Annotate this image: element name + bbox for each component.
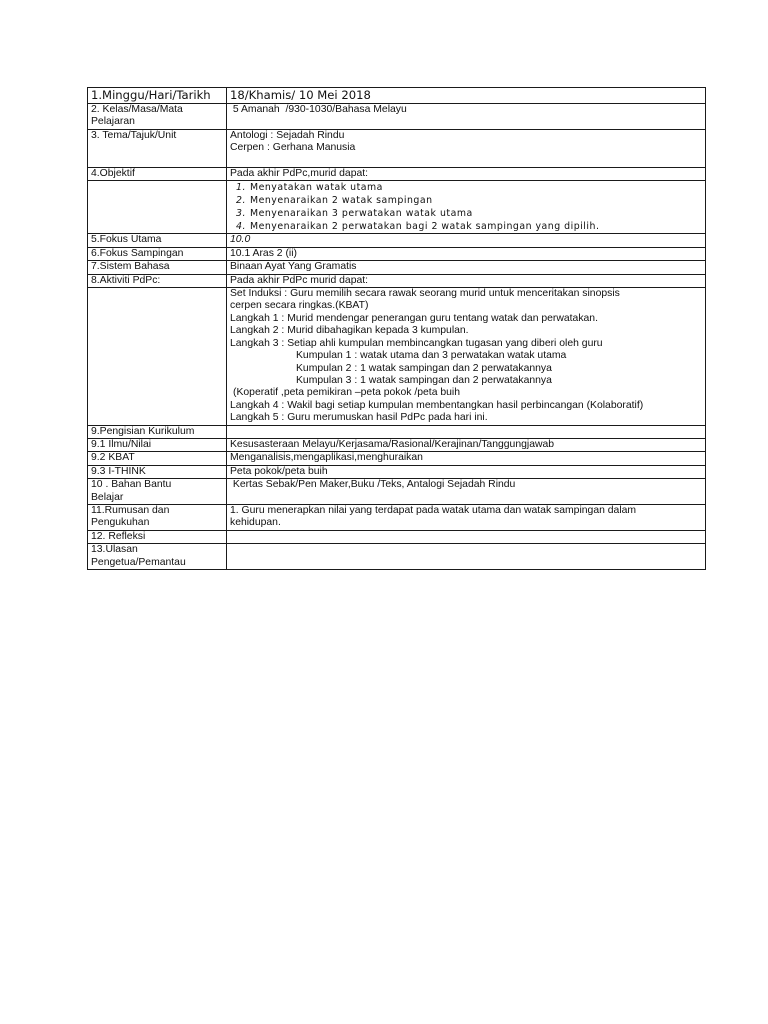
objective-item (230, 181, 702, 194)
label-curriculum: 9.Pengisian Kurikulum (88, 425, 227, 438)
value-curriculum (227, 425, 706, 438)
objective-num: 3. (236, 208, 246, 220)
summary-line2: kehidupan. (230, 517, 281, 529)
row-activity-steps (88, 288, 706, 425)
row-date (88, 88, 706, 104)
row-objective-list (88, 181, 706, 234)
value-main-focus: 10.0 (227, 234, 706, 247)
label-materials-line2: Belajar (91, 491, 124, 503)
row-main-focus (88, 234, 706, 247)
row-curriculum (88, 425, 706, 438)
row-ithink (88, 465, 706, 478)
activity-line: Langkah 4 : Wakil bagi setiap kumpulan membentangkan hasil perbincangan (Kolaboratif) (230, 399, 644, 411)
label-language-system: 7.Sistem Bahasa (88, 261, 227, 274)
value-theme (227, 129, 706, 167)
value-summary (227, 504, 706, 530)
activity-line: Langkah 5 : Guru merumuskan hasil PdPc pada hari ini. (230, 412, 488, 424)
row-values (88, 438, 706, 451)
objective-list (227, 181, 706, 234)
row-review (88, 544, 706, 570)
objective-num: 1. (236, 182, 246, 194)
label-activity: 8.Aktiviti PdPc: (88, 274, 227, 287)
label-review-line2: Pengetua/Pemantau (91, 556, 186, 568)
activity-steps (227, 288, 706, 425)
value-review (227, 544, 706, 570)
value-values: Kesusasteraan Melayu/Kerjasama/Rasional/Kerajinan/Tanggungjawab (227, 438, 706, 451)
value-activity: Pada akhir PdPc murid dapat: (227, 274, 706, 287)
row-class (88, 104, 706, 130)
value-reflection (227, 530, 706, 543)
row-side-focus (88, 247, 706, 260)
label-class-line2: Pelajaran (91, 116, 135, 128)
row-summary (88, 504, 706, 530)
label-ithink: 9.3 I-THINK (88, 465, 227, 478)
label-materials-line1: 10 . Bahan Bantu (91, 479, 172, 491)
row-kbat (88, 452, 706, 465)
label-reflection: 12. Refleksi (88, 530, 227, 543)
objective-text: Menyatakan watak utama (250, 182, 383, 194)
label-values: 9.1 Ilmu/Nilai (88, 438, 227, 451)
row-activity (88, 274, 706, 287)
empty-cell (88, 288, 227, 425)
value-language-system: Binaan Ayat Yang Gramatis (227, 261, 706, 274)
row-reflection (88, 530, 706, 543)
activity-line: Langkah 2 : Murid dibahagikan kepada 3 kumpulan. (230, 325, 469, 337)
label-main-focus: 5.Fokus Utama (88, 234, 227, 247)
empty-cell (88, 181, 227, 234)
label-summary (88, 504, 227, 530)
theme-spacer (230, 155, 702, 167)
activity-line: Langkah 3 : Setiap ahli kumpulan membincangkan tugasan yang diberi oleh guru (230, 337, 603, 349)
row-language-system (88, 261, 706, 274)
objective-text: Menyenaraikan 2 perwatakan bagi 2 watak sampingan yang dipilih. (250, 221, 600, 233)
activity-line: Kumpulan 3 : 1 watak sampingan dan 2 perwatakannya (296, 374, 552, 386)
activity-line: cerpen secara ringkas.(KBAT) (230, 300, 369, 312)
objective-item (230, 194, 702, 207)
value-date: 18/Khamis/ 10 Mei 2018 (227, 88, 706, 104)
label-summary-line2: Pengukuhan (91, 517, 150, 529)
value-ithink: Peta pokok/peta buih (227, 465, 706, 478)
label-theme: 3. Tema/Tajuk/Unit (88, 129, 227, 167)
value-materials: Kertas Sebak/Pen Maker,Buku /Teks, Antalogi Sejadah Rindu (227, 479, 706, 505)
objective-num: 4. (236, 221, 246, 233)
row-theme (88, 129, 706, 167)
objective-text: Menyenaraikan 3 perwatakan watak utama (250, 208, 473, 220)
row-materials (88, 479, 706, 505)
value-objective: Pada akhir PdPc,murid dapat: (227, 168, 706, 181)
label-class (88, 104, 227, 130)
row-objective (88, 168, 706, 181)
label-review (88, 544, 227, 570)
activity-line: Kumpulan 1 : watak utama dan 3 perwatakan watak utama (296, 350, 567, 362)
label-review-line1: 13.Ulasan (91, 544, 138, 556)
activity-line: (Koperatif ,peta pemikiran –peta pokok /peta buih (233, 387, 461, 399)
objective-num: 2. (236, 195, 246, 207)
lesson-plan-table (87, 87, 706, 570)
objective-item (230, 207, 702, 220)
summary-line1: 1. Guru menerapkan nilai yang terdapat pada watak utama dan watak sampingan dalam (230, 504, 637, 516)
activity-line: Kumpulan 2 : 1 watak sampingan dan 2 perwatakannya (296, 362, 552, 374)
label-kbat: 9.2 KBAT (88, 452, 227, 465)
value-class: 5 Amanah /930-1030/Bahasa Melayu (227, 104, 706, 130)
objective-item (230, 220, 702, 233)
objective-text: Menyenaraikan 2 watak sampingan (250, 195, 433, 207)
label-date: 1.Minggu/Hari/Tarikh (88, 88, 227, 104)
value-kbat: Menganalisis,mengaplikasi,menghuraikan (227, 452, 706, 465)
label-class-line1: 2. Kelas/Masa/Mata (91, 104, 183, 115)
label-materials (88, 479, 227, 505)
value-side-focus: 10.1 Aras 2 (ii) (227, 247, 706, 260)
label-summary-line1: 11.Rumusan dan (91, 504, 170, 516)
label-objective: 4.Objektif (88, 168, 227, 181)
theme-line1: Antologi : Sejadah Rindu (230, 129, 345, 141)
activity-line: Langkah 1 : Murid mendengar penerangan guru tentang watak dan perwatakan. (230, 312, 598, 324)
label-side-focus: 6.Fokus Sampingan (88, 247, 227, 260)
activity-line: Set Induksi : Guru memilih secara rawak seorang murid untuk menceritakan sinopsis (230, 288, 620, 300)
theme-line2: Cerpen : Gerhana Manusia (230, 142, 356, 154)
